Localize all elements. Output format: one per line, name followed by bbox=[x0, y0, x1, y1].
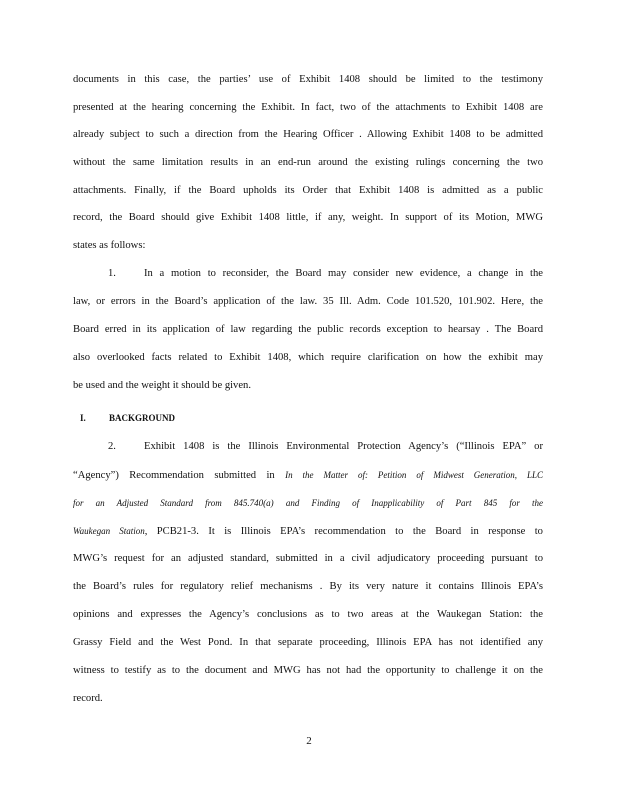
paragraph-2-line4-rest: , PCB21-3. It is Illinois EPA’s recommendation to the Board in response to bbox=[144, 526, 543, 537]
paragraph-2-line: witness to testify as to the document and MWG has not had the opportunity to challenge it on the bbox=[73, 665, 543, 676]
section-heading-number: I. bbox=[80, 413, 86, 423]
paragraph-2-first-line bbox=[108, 440, 543, 454]
intro-line: states as follows: bbox=[73, 240, 146, 251]
case-caption-italic: In the Matter of: Petition of Midwest Generation, LLC bbox=[285, 470, 543, 480]
paragraph-2-text: Exhibit 1408 is the Illinois Environmental Protection Agency’s (“Illinois EPA” or bbox=[144, 441, 543, 452]
intro-line: attachments. Finally, if the Board upholds its Order that Exhibit 1408 is admitted as a public bbox=[73, 185, 543, 196]
paragraph-1-line: law, or errors in the Board’s application of the law. 35 Ill. Adm. Code 101.520, 101.902. Here, the bbox=[73, 296, 543, 307]
paragraph-2-line bbox=[73, 468, 543, 482]
paragraph-1-number: 1. bbox=[108, 268, 116, 279]
paragraph-2-line: record. bbox=[73, 693, 103, 704]
case-caption-italic: Waukegan Station bbox=[73, 526, 145, 536]
case-caption-italic: for an Adjusted Standard from 845.740(a) and Finding of Inapplicability of Part 845 for the bbox=[73, 498, 543, 508]
paragraph-1-line: also overlooked facts related to Exhibit 1408, which require clarification on how the exhibit may bbox=[73, 352, 543, 363]
paragraph-1-line: Board erred in its application of law regarding the public records exception to hearsay . The Board bbox=[73, 324, 543, 335]
paragraph-2-line: MWG’s request for an adjusted standard, submitted in a civil adjudicatory proceeding pursuant to bbox=[73, 553, 543, 564]
page-number: 2 bbox=[306, 735, 312, 747]
paragraph-1-text: In a motion to reconsider, the Board may consider new evidence, a change in the bbox=[144, 268, 543, 279]
paragraph-2-line2-start: “Agency”) Recommendation submitted in bbox=[73, 470, 275, 481]
paragraph-2-line: Grassy Field and the West Pond. In that separate proceeding, Illinois EPA has not identified any bbox=[73, 637, 543, 648]
paragraph-2-line bbox=[73, 524, 543, 538]
paragraph-1-first-line bbox=[108, 267, 543, 281]
paragraph-1-line: be used and the weight it should be given. bbox=[73, 380, 251, 391]
paragraph-2-number: 2. bbox=[108, 441, 116, 452]
section-heading bbox=[80, 413, 175, 423]
intro-line: record, the Board should give Exhibit 1408 little, if any, weight. In support of its Motion, MWG bbox=[73, 212, 543, 223]
intro-line: without the same limitation results in an end-run around the existing rulings concerning the two bbox=[73, 157, 543, 168]
section-heading-title: BACKGROUND bbox=[109, 413, 176, 423]
intro-line: already subject to such a direction from the Hearing Officer . Allowing Exhibit 1408 to be admitted bbox=[73, 129, 543, 140]
paragraph-2-line: the Board’s rules for regulatory relief mechanisms . By its very nature it contains Illinois EPA’s bbox=[73, 581, 543, 592]
intro-line: documents in this case, the parties’ use of Exhibit 1408 should be limited to the testimony bbox=[73, 74, 543, 85]
intro-line: presented at the hearing concerning the Exhibit. In fact, two of the attachments to Exhibit 1408 are bbox=[73, 102, 543, 113]
paragraph-2-line: opinions and expresses the Agency’s conclusions as to two areas at the Waukegan Station: the bbox=[73, 609, 543, 620]
paragraph-2-line bbox=[73, 496, 543, 510]
